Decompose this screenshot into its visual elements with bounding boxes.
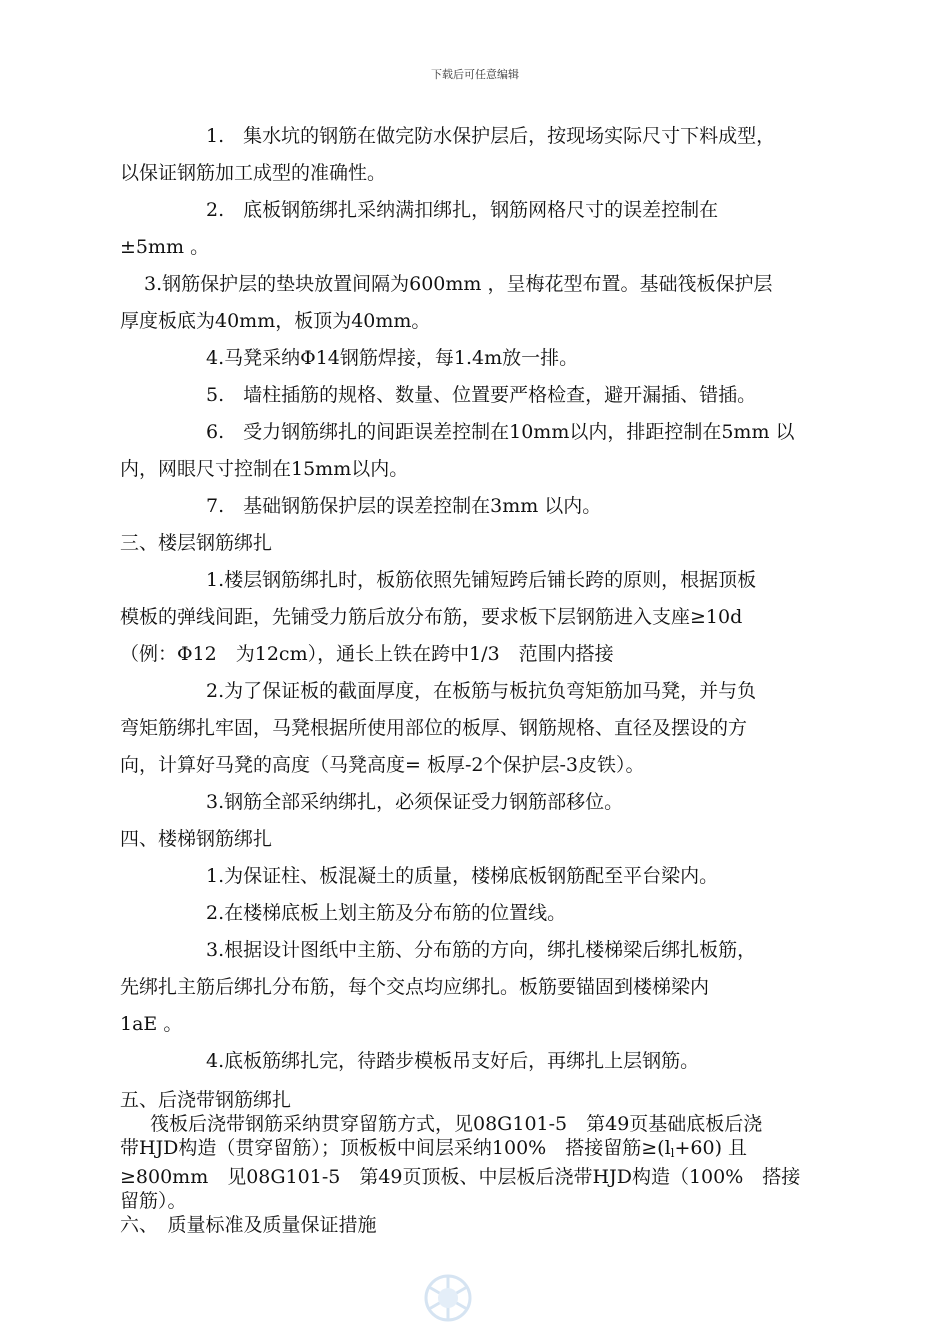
- paragraph: 3.根据设计图纸中主筋、分布筋的方向，绑扎楼梯梁后绑扎板筋，: [206, 939, 757, 961]
- document-body: [120, 118, 860, 1237]
- paragraph: 筏板后浇带钢筋采纳贯穿留筋方式，见08G101-5 第49页基础底板后浇: [150, 1113, 763, 1135]
- paragraph: 6. 受力钢筋绑扎的间距误差控制在10mm以内，排距控制在5mm 以: [206, 421, 795, 443]
- paragraph: 7. 基础钢筋保护层的误差控制在3mm 以内。: [206, 495, 602, 517]
- paragraph: 1.为保证柱、板混凝土的质量，楼梯底板钢筋配至平台梁内。: [206, 865, 719, 887]
- section-heading: 四、楼梯钢筋绑扎: [120, 828, 273, 850]
- paragraph: （例：Φ12 为12cm），通长上铁在跨中1/3 范围内搭接: [120, 643, 614, 665]
- paragraph: 厚度板底为40mm，板顶为40mm。: [120, 310, 431, 332]
- text-segment: +60) 且: [674, 1137, 748, 1159]
- paragraph: 4.底板筋绑扎完，待踏步模板吊支好后，再绑扎上层钢筋。: [206, 1050, 700, 1072]
- paragraph: ≥800mm 见08G101-5 第49页顶板、中层板后浇带HJD构造（100% 搭接: [120, 1166, 801, 1188]
- paragraph: 向，计算好马凳的高度（马凳高度= 板厚-2个保护层-3皮铁）。: [120, 754, 645, 776]
- paragraph: 1aE 。: [120, 1013, 183, 1035]
- section-heading: 三、楼层钢筋绑扎: [120, 532, 273, 554]
- paragraph: ±5mm 。: [120, 236, 210, 258]
- paragraph: 4.马凳采纳Φ14钢筋焊接，每1.4m放一排。: [206, 347, 579, 369]
- paragraph: 1.楼层钢筋绑扎时，板筋依照先铺短跨后铺长跨的原则，根据顶板: [206, 569, 757, 591]
- page-header: 下载后可任意编辑: [431, 68, 519, 81]
- paragraph: 弯矩筋绑扎牢固，马凳根据所使用部位的板厚、钢筋规格、直径及摆设的方: [120, 717, 748, 739]
- paragraph: 5. 墙柱插筋的规格、数量、位置要严格检查，避开漏插、错插。: [206, 384, 757, 406]
- section-heading: 五、后浇带钢筋绑扎: [120, 1089, 292, 1111]
- paragraph: 内，网眼尺寸控制在15mm以内。: [120, 458, 409, 480]
- paragraph: 留筋）。: [120, 1190, 187, 1212]
- paragraph: 2.为了保证板的截面厚度，在板筋与板抗负弯矩筋加马凳，并与负: [206, 680, 757, 702]
- snowflake-watermark-icon: [418, 1268, 478, 1328]
- text-segment: 带HJD构造（贯穿留筋）；顶板板中间层采纳100% 搭接留筋≥(l: [120, 1137, 671, 1159]
- paragraph: 模板的弹线间距，先铺受力筋后放分布筋，要求板下层钢筋进入支座≥10d: [120, 606, 743, 628]
- paragraph: 3.钢筋保护层的垫块放置间隔为600mm ，呈梅花型布置。基础筏板保护层: [144, 273, 773, 295]
- paragraph: 1. 集水坑的钢筋在做完防水保护层后，按现场实际尺寸下料成型，: [206, 125, 776, 147]
- paragraph: 先绑扎主筋后绑扎分布筋，每个交点均应绑扎。板筋要锚固到楼梯梁内: [120, 976, 710, 998]
- paragraph: 2. 底板钢筋绑扎采纳满扣绑扎，钢筋网格尺寸的误差控制在: [206, 199, 719, 221]
- paragraph: [120, 1136, 860, 1165]
- paragraph: 3.钢筋全部采纳绑扎，必须保证受力钢筋部移位。: [206, 791, 624, 813]
- subscript: l: [670, 1146, 675, 1160]
- paragraph: 2.在楼梯底板上划主筋及分布筋的位置线。: [206, 902, 567, 924]
- paragraph: 以保证钢筋加工成型的准确性。: [120, 162, 387, 184]
- section-heading: 六、 质量标准及质量保证措施: [120, 1214, 377, 1236]
